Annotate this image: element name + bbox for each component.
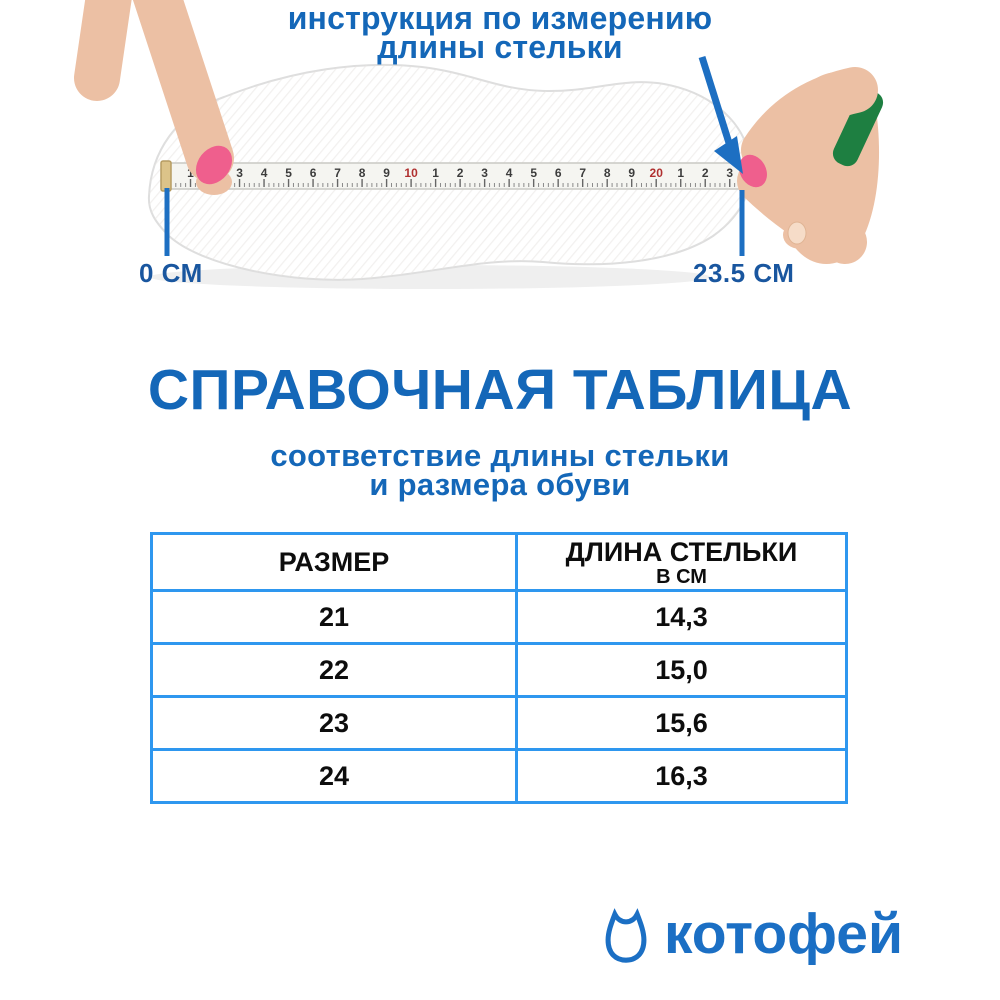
reference-table-subtitle: [0, 438, 1000, 503]
table-row: [152, 644, 847, 697]
length-header-line1: ДЛИНА СТЕЛЬКИ: [565, 536, 798, 567]
brand-logo: [600, 902, 904, 966]
svg-text:9: 9: [628, 166, 636, 180]
instruction-title: [0, 0, 1000, 66]
size-column-header: РАЗМЕР: [152, 534, 517, 591]
table-row: [152, 697, 847, 750]
svg-text:7: 7: [579, 166, 587, 180]
instruction-title-line2: длины стельки: [377, 29, 623, 66]
right-hand: [734, 72, 887, 264]
length-column-header: [517, 534, 847, 591]
svg-text:2: 2: [701, 166, 709, 180]
svg-text:8: 8: [603, 166, 611, 180]
insole-length-cell: 16,3: [517, 750, 847, 803]
svg-text:3: 3: [236, 166, 243, 180]
tape-end-clip: [161, 161, 171, 191]
brand-name: котофей: [664, 902, 904, 966]
reference-subtitle-line1: соответствие длины стельки: [270, 438, 730, 473]
svg-text:1: 1: [432, 166, 439, 180]
size-reference-table: [150, 532, 848, 804]
length-header-line2: В СМ: [656, 565, 707, 588]
size-cell: 21: [152, 591, 517, 644]
svg-text:6: 6: [554, 166, 562, 180]
svg-text:5: 5: [530, 166, 538, 180]
svg-text:2: 2: [456, 166, 464, 180]
table-row: [152, 591, 847, 644]
reference-subtitle-line2: и размера обуви: [369, 467, 631, 503]
table-header-row: [152, 534, 847, 591]
middle-finger-nail: [788, 222, 806, 244]
svg-text:20: 20: [649, 166, 663, 180]
measure-start-label: 0 СМ: [139, 258, 203, 288]
svg-text:9: 9: [383, 166, 390, 180]
measure-end-label: 23.5 СМ: [693, 258, 795, 288]
svg-text:1: 1: [187, 166, 194, 180]
size-cell: 24: [152, 750, 517, 803]
measuring-tape: [161, 161, 745, 191]
svg-text:3: 3: [481, 166, 488, 180]
reference-table-title: СПРАВОЧНАЯ ТАБЛИЦА: [147, 358, 853, 422]
svg-text:4: 4: [260, 166, 268, 180]
size-cell: 22: [152, 644, 517, 697]
svg-text:7: 7: [334, 166, 341, 180]
svg-text:1: 1: [677, 166, 685, 180]
svg-text:4: 4: [505, 166, 513, 180]
svg-text:8: 8: [358, 166, 366, 180]
table-row: [152, 750, 847, 803]
instruction-title-line1: инструкция по измерению: [287, 0, 713, 36]
insole-length-cell: 15,6: [517, 697, 847, 750]
svg-text:6: 6: [309, 166, 317, 180]
svg-text:5: 5: [285, 166, 292, 180]
svg-text:3: 3: [726, 166, 734, 180]
kotofey-cat-icon: [600, 907, 652, 963]
svg-text:10: 10: [404, 166, 418, 180]
insole-length-cell: 14,3: [517, 591, 847, 644]
size-table-body: [152, 591, 847, 803]
insole-length-cell: 15,0: [517, 644, 847, 697]
size-cell: 23: [152, 697, 517, 750]
